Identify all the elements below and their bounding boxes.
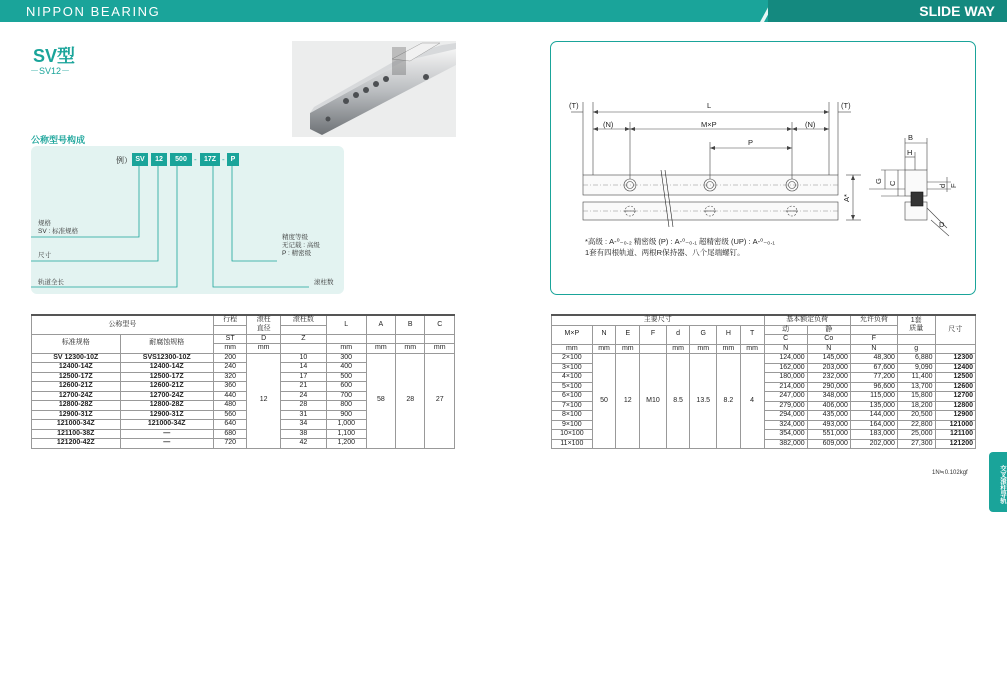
code-chip-series: SV [132, 153, 148, 166]
table-cell: 180,000 [764, 373, 807, 383]
table-cell: 183,000 [850, 430, 897, 440]
code-section-title: 公称型号构成 [31, 135, 86, 145]
code-chip-size: 12 [151, 153, 167, 166]
dim-label-G: G [874, 178, 883, 184]
header-H: H [717, 325, 741, 344]
table-cell: 435,000 [807, 411, 850, 421]
table-row [552, 354, 976, 364]
header-section-band [768, 0, 1007, 22]
table-cell: 640 [213, 420, 247, 430]
table-cell: 6×100 [552, 392, 593, 402]
unit: mm [740, 344, 764, 354]
table-cell: 121200 [935, 439, 975, 449]
page-header [0, 0, 1007, 22]
table-cell: 247,000 [764, 392, 807, 402]
label-spec: 规格 SV : 标准规格 [38, 220, 79, 235]
table-cell: 12400-14Z [32, 363, 121, 373]
dim-label-B: B [908, 133, 914, 142]
table-cell: 12500-17Z [32, 372, 121, 382]
table-cell: 406,000 [807, 401, 850, 411]
table-cell: 12700 [935, 392, 975, 402]
table-cell: 12800-28Z [32, 401, 121, 411]
dim-label-P: P [748, 138, 754, 147]
table-cell: 3×100 [552, 363, 593, 373]
table-cell: 5×100 [552, 382, 593, 392]
dim-label-d: d [938, 183, 947, 188]
table-cell: 400 [326, 363, 366, 373]
unit: mm [366, 344, 395, 354]
table-cell: 1,000 [326, 420, 366, 430]
table-cell: 2×100 [552, 354, 593, 364]
table-cell: 12300 [935, 354, 975, 364]
table-cell: 28 [396, 353, 425, 448]
header-C: C [764, 335, 807, 345]
dim-label-H: H [907, 148, 913, 157]
table-cell: 202,000 [850, 439, 897, 449]
header-size: 尺寸 [935, 315, 975, 344]
dim-label-A: A* [842, 194, 851, 202]
table-cell: 10×100 [552, 430, 593, 440]
table-cell: 67,600 [850, 363, 897, 373]
table-cell: 720 [213, 439, 247, 449]
header-MxP: M×P [552, 325, 593, 344]
table-cell: 21 [280, 382, 326, 392]
table-cell: 50 [592, 354, 616, 449]
unit: N [850, 344, 897, 354]
product-title: SV型 [33, 46, 76, 66]
product-subtitle: －SV12－ [30, 66, 71, 76]
table-cell: 12400 [935, 363, 975, 373]
table-cell: 12400-14Z [120, 363, 213, 373]
header-dynamic: 动 [764, 325, 807, 335]
table-cell: 12700-24Z [32, 391, 121, 401]
header-Z: Z [280, 334, 326, 344]
table-cell: 17 [280, 372, 326, 382]
header-F-load: F [850, 335, 897, 345]
table-cell: 8×100 [552, 411, 593, 421]
label-rail-length: 轨道全长 [38, 279, 64, 286]
table-cell: 493,000 [807, 420, 850, 430]
unit: mm [552, 344, 593, 354]
table-cell: 600 [326, 382, 366, 392]
code-chip-length: 500 [170, 153, 192, 166]
table-cell: 144,000 [850, 411, 897, 421]
table-cell: 8.5 [666, 354, 690, 449]
table-cell: 48,300 [850, 354, 897, 364]
table-cell: SVS12300-10Z [120, 353, 213, 363]
unit: mm [616, 344, 640, 354]
table-cell: 27,300 [897, 439, 935, 449]
unit: mm [425, 344, 455, 354]
table-cell: 354,000 [764, 430, 807, 440]
table-cell: 12900-31Z [32, 410, 121, 420]
table-cell: 18,200 [897, 401, 935, 411]
model-dimension-table [31, 314, 455, 449]
table-cell: 12900 [935, 411, 975, 421]
code-chip-rollers: 17Z [200, 153, 220, 166]
dim-label-MxP: M×P [701, 120, 717, 129]
brand-name: NIPPON BEARING [26, 4, 161, 19]
dim-label-T: (T) [569, 101, 579, 110]
header-Co: Co [807, 335, 850, 345]
table-cell: 11,400 [897, 373, 935, 383]
table-cell: 440 [213, 391, 247, 401]
unit: mm [592, 344, 616, 354]
table-cell: 121000 [935, 420, 975, 430]
table-cell: 24 [280, 391, 326, 401]
header-main-dims: 主要尺寸 [552, 315, 765, 325]
product-photo [292, 41, 456, 137]
table-cell: — [120, 429, 213, 439]
table-cell: 232,000 [807, 373, 850, 383]
header-d: d [666, 325, 690, 344]
table-cell: 121100 [935, 430, 975, 440]
load-rating-table [551, 314, 976, 449]
label-precision: 精度等级 无记载 : 高级 P : 精密级 [282, 234, 320, 257]
precision-note: *高级 : A-⁰₋₀.₂ 精密级 (P) : A-⁰₋₀.₁ 超精密级 (UP) : A-⁰₋₀.₁ [585, 237, 775, 246]
code-dash: - [222, 155, 225, 164]
unit: mm [213, 344, 247, 354]
header-F: F [640, 325, 667, 344]
table-cell: 700 [326, 391, 366, 401]
unit: mm [690, 344, 717, 354]
table-cell: 13.5 [690, 354, 717, 449]
table-cell: 609,000 [807, 439, 850, 449]
table-cell: 12600-21Z [120, 382, 213, 392]
header-N: N [592, 325, 616, 344]
table-cell: 348,000 [807, 392, 850, 402]
unit-conversion-note: 1N≒0.102kgf [932, 470, 968, 476]
label-size: 尺寸 [38, 252, 51, 259]
table-row [32, 353, 455, 363]
table-cell: 4×100 [552, 373, 593, 383]
unit: mm [396, 344, 425, 354]
header-mass: 1套 质量 [897, 315, 935, 335]
table-cell: 240 [213, 363, 247, 373]
table-cell: 38 [280, 429, 326, 439]
table-cell: 13,700 [897, 382, 935, 392]
header-E: E [616, 325, 640, 344]
table-cell: 12800-28Z [120, 401, 213, 411]
table-cell: — [120, 439, 213, 449]
table-cell: 294,000 [764, 411, 807, 421]
table-cell: 20,500 [897, 411, 935, 421]
table-cell: 12500-17Z [120, 372, 213, 382]
table-cell: 124,000 [764, 354, 807, 364]
table-cell: 162,000 [764, 363, 807, 373]
label-rollers: 滚柱数 [314, 279, 334, 286]
table-cell: 10 [280, 353, 326, 363]
table-cell: 121100-38Z [32, 429, 121, 439]
table-cell: 7×100 [552, 401, 593, 411]
unit: mm [717, 344, 741, 354]
dim-label-N: (N) [603, 120, 614, 129]
table-cell: 22,800 [897, 420, 935, 430]
table-cell: 164,000 [850, 420, 897, 430]
unit: mm [247, 344, 281, 354]
table-cell: 145,000 [807, 354, 850, 364]
table-cell: 42 [280, 439, 326, 449]
unit: mm [326, 344, 366, 354]
table-cell: M10 [640, 354, 667, 449]
table-cell: 115,000 [850, 392, 897, 402]
table-cell: 680 [213, 429, 247, 439]
table-cell: 360 [213, 382, 247, 392]
table-cell: 4 [740, 354, 764, 449]
side-index-tab[interactable]: 交叉滚柱导轨 [989, 452, 1007, 512]
code-dash: - [194, 155, 197, 164]
header-corrosion: 耐腐蚀规格 [120, 334, 213, 353]
header-B: B [396, 315, 425, 334]
table-cell: 121000-34Z [120, 420, 213, 430]
table-cell: 121000-34Z [32, 420, 121, 430]
table-cell: 900 [326, 410, 366, 420]
table-cell: 279,000 [764, 401, 807, 411]
table-cell: 12700-24Z [120, 391, 213, 401]
dim-label-N: (N) [805, 120, 816, 129]
header-standard: 标准规格 [32, 334, 121, 353]
table-cell: 31 [280, 410, 326, 420]
table-cell: 300 [326, 353, 366, 363]
unit: N [764, 344, 807, 354]
section-title-slide-way: SLIDE WAY [919, 3, 995, 19]
example-label: 例） [116, 156, 132, 165]
unit: mm [666, 344, 690, 354]
table-cell: 14 [280, 363, 326, 373]
header-basic-load: 基本额定负荷 [764, 315, 850, 325]
header-A: A [366, 315, 395, 334]
table-cell: 25,000 [897, 430, 935, 440]
dim-label-D: D [939, 220, 945, 229]
table-cell: 12500 [935, 373, 975, 383]
table-cell: 28 [280, 401, 326, 411]
table-cell: 551,000 [807, 430, 850, 440]
table-cell: 11×100 [552, 439, 593, 449]
header-model: 公称型号 [32, 315, 214, 334]
table-cell: 560 [213, 410, 247, 420]
header-G: G [690, 325, 717, 344]
header-allowable: 允许负荷 [850, 315, 897, 325]
header-static: 静 [807, 325, 850, 335]
table-cell: 27 [425, 353, 455, 448]
header-stroke: 行程 [213, 315, 247, 325]
dim-label-C: C [888, 180, 897, 186]
table-cell: 15,800 [897, 392, 935, 402]
header-ST: ST [213, 334, 247, 344]
table-cell: 203,000 [807, 363, 850, 373]
table-cell: 6,880 [897, 354, 935, 364]
table-cell: 1,200 [326, 439, 366, 449]
table-cell: 58 [366, 353, 395, 448]
code-chip-precision: P [227, 153, 239, 166]
dim-label-F: F [949, 183, 958, 188]
header-T: T [740, 325, 764, 344]
table-cell: 9×100 [552, 420, 593, 430]
unit: N [807, 344, 850, 354]
table-cell: 135,000 [850, 401, 897, 411]
table-cell: SV 12300-10Z [32, 353, 121, 363]
table-cell: 500 [326, 372, 366, 382]
table-cell: 77,200 [850, 373, 897, 383]
header-C: C [425, 315, 455, 334]
table-cell: 320 [213, 372, 247, 382]
dim-label-T: (T) [841, 101, 851, 110]
header-L: L [326, 315, 366, 334]
header-roller-dia: 滚柱 直径 [247, 315, 281, 334]
table-cell: 12600-21Z [32, 382, 121, 392]
table-cell: 12900-31Z [120, 410, 213, 420]
table-cell: 800 [326, 401, 366, 411]
table-cell: 12800 [935, 401, 975, 411]
table-cell: 382,000 [764, 439, 807, 449]
header-D: D [247, 334, 281, 344]
table-cell: 8.2 [717, 354, 741, 449]
table-cell: 34 [280, 420, 326, 430]
table-cell: 96,600 [850, 382, 897, 392]
table-cell: 12600 [935, 382, 975, 392]
set-contents-note: 1套有四根轨道、两根R保持器、八个尾端螺钉。 [585, 248, 745, 257]
dim-label-L: L [707, 101, 712, 110]
table-cell: 200 [213, 353, 247, 363]
unit: g [897, 344, 935, 354]
table-cell: 290,000 [807, 382, 850, 392]
table-cell: 121200-42Z [32, 439, 121, 449]
table-cell: 9,090 [897, 363, 935, 373]
table-cell: 214,000 [764, 382, 807, 392]
table-cell: 1,100 [326, 429, 366, 439]
table-cell: 12 [616, 354, 640, 449]
table-cell: 12 [247, 353, 281, 448]
table-cell: 324,000 [764, 420, 807, 430]
header-roller-count: 滚柱数 [280, 315, 326, 325]
table-cell: 480 [213, 401, 247, 411]
